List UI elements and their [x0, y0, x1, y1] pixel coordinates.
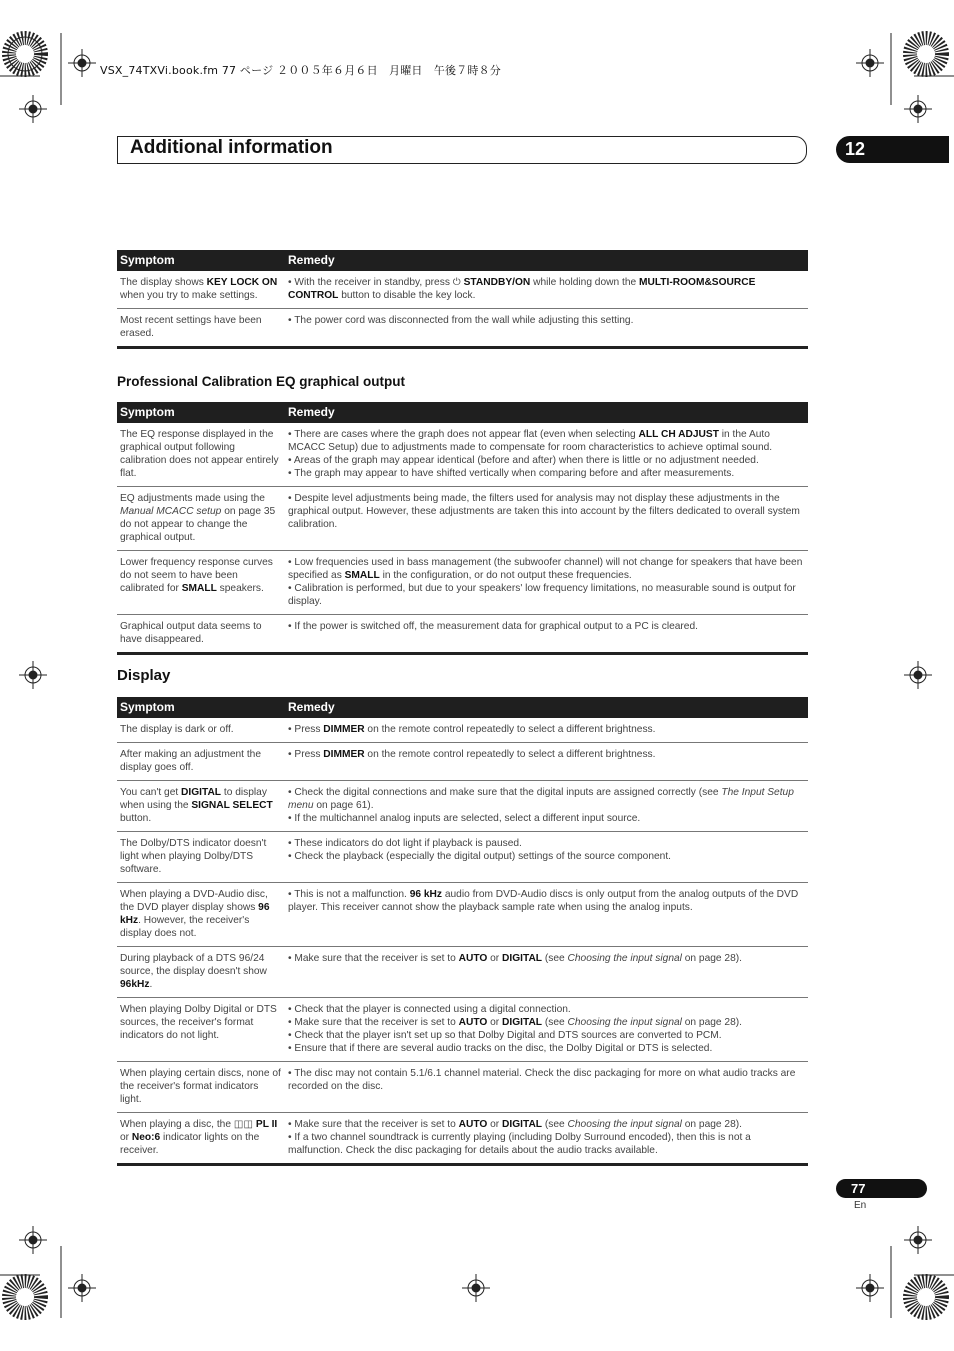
remedy-cell — [285, 551, 808, 615]
remedy-item: • If the power is switched off, the measurement data for graphical output to a PC is cleared. — [288, 621, 698, 632]
page-number: 77 — [851, 1181, 866, 1196]
symptom-cell: When playing certain discs, none of the receiver's format indicators light. — [117, 1062, 285, 1113]
remedy-cell — [285, 998, 808, 1062]
symptom-cell: After making an adjustment the display goes off. — [117, 743, 285, 781]
remedy-cell — [285, 487, 808, 551]
remedy-cell — [285, 1062, 808, 1113]
remedy-cell — [285, 883, 808, 947]
remedy-item: • Check that the player is connected using a digital connection. — [288, 1004, 571, 1015]
table-row — [117, 781, 808, 832]
table-row — [117, 883, 808, 947]
remedy-item: • Make sure that the receiver is set to AUTO or DIGITAL (see Choosing the input signal on page 28). — [288, 953, 742, 964]
symptom-cell: The EQ response displayed in the graphical output following calibration does not appear entirely flat. — [117, 423, 285, 487]
troubleshooting-table-eq-graph — [117, 402, 808, 655]
remedy-cell — [285, 271, 808, 309]
remedy-cell — [285, 423, 808, 487]
column-header-symptom: Symptom — [117, 250, 285, 271]
symptom-cell: When playing Dolby Digital or DTS sources, the receiver's format indicators do not light. — [117, 998, 285, 1062]
remedy-item: • With the receiver in standby, press ⏻ STANDBY/ON while holding down the MULTI-ROOM&SOURCE CONTROL button to disable the key lock. — [288, 277, 756, 301]
remedy-cell — [285, 781, 808, 832]
remedy-item: • Press DIMMER on the remote control repeatedly to select a different brightness. — [288, 749, 656, 760]
remedy-item: • Check the playback (especially the digital output) settings of the source component. — [288, 851, 671, 862]
page-language: En — [854, 1200, 867, 1211]
remedy-cell — [285, 832, 808, 883]
remedy-item: • If the multichannel analog inputs are selected, select a different input source. — [288, 813, 641, 824]
table-row — [117, 832, 808, 883]
remedy-item: • Check the digital connections and make sure that the digital inputs are assigned correctly (see The Input Setup menu on page 61). — [288, 787, 794, 811]
column-header-symptom: Symptom — [117, 697, 285, 718]
table-row — [117, 1062, 808, 1113]
symptom-cell: Graphical output data seems to have disappeared. — [117, 615, 285, 654]
symptom-cell: During playback of a DTS 96/24 source, the display doesn't show 96kHz. — [117, 947, 285, 998]
remedy-item: • This is not a malfunction. 96 kHz audio from DVD-Audio discs is only output from the analog outputs of the DVD player. This receiver cannot show the playback sample rate when using the analog inputs. — [288, 889, 799, 913]
symptom-cell: The Dolby/DTS indicator doesn't light when playing Dolby/DTS software. — [117, 832, 285, 883]
remedy-item: • Ensure that if there are several audio tracks on the disc, the Dolby Digital or DTS is selected. — [288, 1043, 713, 1054]
remedy-item: • Press DIMMER on the remote control repeatedly to select a different brightness. — [288, 724, 656, 735]
remedy-item: • Make sure that the receiver is set to AUTO or DIGITAL (see Choosing the input signal on page 28). — [288, 1119, 742, 1130]
remedy-item: • There are cases where the graph does not appear flat (even when selecting ALL CH ADJUST in the Auto MCACC Setup) due to adjustments made to compensate for room characteristics to achieve optimal sound. — [288, 429, 773, 453]
table-row — [117, 743, 808, 781]
remedy-item: • The graph may appear to have shifted vertically when comparing before and after measurements. — [288, 468, 735, 479]
remedy-item: • The disc may not contain 5.1/6.1 channel material. Check the disc packaging for more on what audio tracks are recorded on the disc. — [288, 1068, 796, 1092]
symptom-cell: The display shows KEY LOCK ON when you try to make settings. — [117, 271, 285, 309]
remedy-item: • Make sure that the receiver is set to AUTO or DIGITAL (see Choosing the input signal on page 28). — [288, 1017, 742, 1028]
table-row — [117, 309, 808, 348]
remedy-item: • Calibration is performed, but due to your speakers' low frequency limitations, no measurable sound is output for display. — [288, 583, 796, 607]
section-heading-display: Display — [117, 667, 171, 684]
symptom-cell: When playing a DVD-Audio disc, the DVD player display shows 96 kHz. However, the receiver's display does not. — [117, 883, 285, 947]
table-row — [117, 947, 808, 998]
remedy-cell — [285, 615, 808, 654]
symptom-cell: Most recent settings have been erased. — [117, 309, 285, 348]
table-row — [117, 551, 808, 615]
troubleshooting-table-display — [117, 697, 808, 1166]
table-row — [117, 1113, 808, 1165]
remedy-item: • If a two channel soundtrack is currently playing (including Dolby Surround encoded), then this is not a malfunction. Check the disc packaging for details about the audio tracks available. — [288, 1132, 751, 1156]
table-row — [117, 487, 808, 551]
column-header-remedy: Remedy — [285, 250, 808, 271]
remedy-item: • Check that the player isn't set up so that Dolby Digital and DTS sources are converted to PCM. — [288, 1030, 722, 1041]
remedy-item: • The power cord was disconnected from the wall while adjusting this setting. — [288, 315, 634, 326]
symptom-cell: EQ adjustments made using the Manual MCACC setup on page 35 do not appear to change the graphical output. — [117, 487, 285, 551]
remedy-cell — [285, 743, 808, 781]
page-number-tab — [836, 1179, 927, 1198]
symptom-cell: You can't get DIGITAL to display when using the SIGNAL SELECT button. — [117, 781, 285, 832]
column-header-symptom: Symptom — [117, 402, 285, 423]
remedy-cell — [285, 1113, 808, 1165]
column-header-remedy: Remedy — [285, 697, 808, 718]
section-heading-eq-graph: Professional Calibration EQ graphical output — [117, 374, 406, 389]
remedy-item: • These indicators do dot light if playback is paused. — [288, 838, 522, 849]
remedy-item: • Low frequencies used in bass management (the subwoofer channel) will not change for speakers that have been specified as SMALL in the configuration, or do not output these frequencies. — [288, 557, 803, 581]
remedy-cell — [285, 309, 808, 348]
symptom-cell: Lower frequency response curves do not seem to have been calibrated for SMALL speakers. — [117, 551, 285, 615]
column-header-remedy: Remedy — [285, 402, 808, 423]
remedy-cell — [285, 947, 808, 998]
table-row — [117, 423, 808, 487]
table-row — [117, 271, 808, 309]
remedy-item: • Despite level adjustments being made, the filters used for analysis may not display these adjustments in the graphical output. However, these adjustments are taken this into account by the filters dedicated to overall system calibration. — [288, 493, 800, 530]
symptom-cell: When playing a disc, the ◫◫ PL II or Neo:6 indicator lights on the receiver. — [117, 1113, 285, 1165]
file-info-header: VSX_74TXVi.book.fm 77 ページ ２００５年６月６日 月曜日 午後７時８分 — [100, 64, 501, 77]
page-title: Additional information — [130, 137, 333, 158]
table-row — [117, 718, 808, 743]
remedy-cell — [285, 718, 808, 743]
troubleshooting-table-general — [117, 250, 808, 349]
remedy-item: • Areas of the graph may appear identical (before and after) when there is little or no adjustment needed. — [288, 455, 759, 466]
symptom-cell: The display is dark or off. — [117, 718, 285, 743]
table-row — [117, 615, 808, 654]
table-row — [117, 998, 808, 1062]
chapter-number: 12 — [845, 139, 866, 159]
